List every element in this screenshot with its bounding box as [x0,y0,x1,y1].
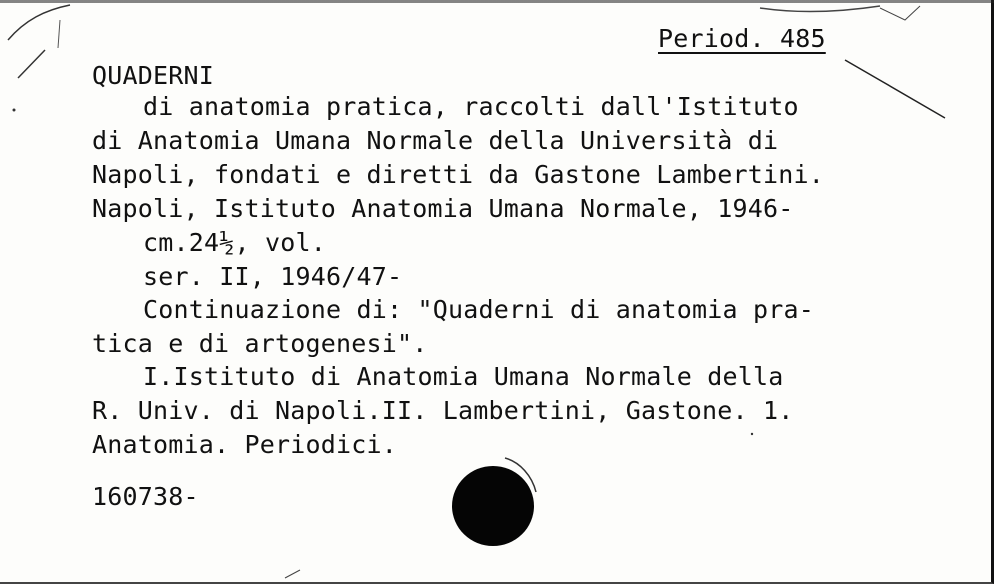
call-number: Period. 485 [658,24,826,53]
card-line-9: I.Istituto di Anatomia Umana Normale della [143,362,784,391]
punch-hole [452,466,534,546]
card-line-11: Anatomia. Periodici. [92,430,398,459]
card-line-8: tica e di artogenesi". [92,329,428,358]
card-number: 160738- [92,482,199,511]
card-line-5: cm.24½, vol. [143,228,327,257]
card-line-10: R. Univ. di Napoli.II. Lambertini, Gastone. 1. [92,396,794,425]
card-title: QUADERNI [92,61,215,90]
card-line-7: Continuazione di: "Quaderni di anatomia pra- [143,295,815,324]
card-line-4: Napoli, Istituto Anatomia Umana Normale, 1946- [92,194,794,223]
card-line-3: Napoli, fondati e diretti da Gastone Lambertini. [92,160,825,189]
card-line-6: ser. II, 1946/47- [143,262,403,291]
card-line-1: di anatomia pratica, raccolti dall'Istituto [143,92,799,121]
card-line-2: di Anatomia Umana Normale della Università di [92,126,779,155]
